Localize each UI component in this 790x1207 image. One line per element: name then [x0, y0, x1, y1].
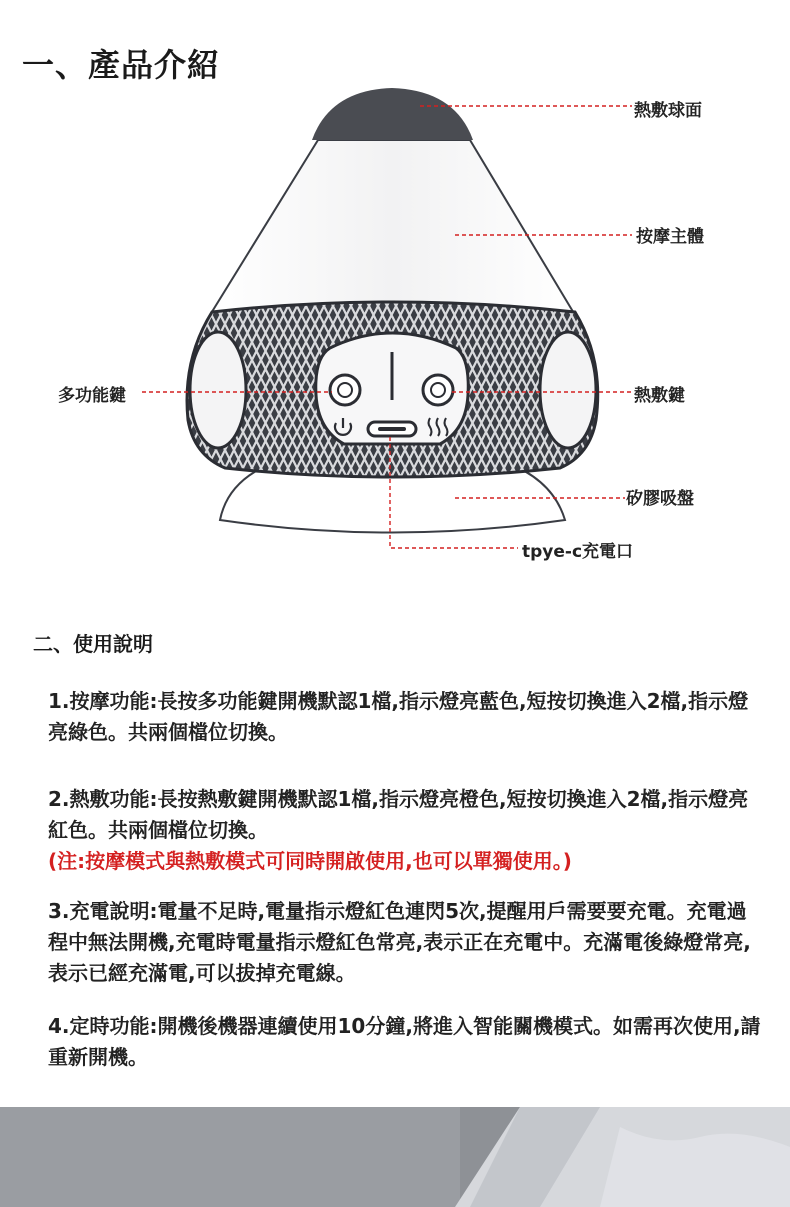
callout-hot-ball: 熱敷球面 — [634, 101, 702, 121]
instruction-note: (注:按摩模式與熱敷模式可同時開啟使用,也可以單獨使用。) — [48, 849, 572, 873]
instruction-charging — [48, 896, 763, 989]
multi-function-key — [330, 375, 360, 405]
callout-heat-key: 熱敷鍵 — [634, 386, 685, 406]
side-pad-right — [540, 332, 596, 448]
bottom-photo-strip — [0, 1107, 790, 1207]
instruction-text: 4.定時功能:開機後機器連續使用10分鐘,將進入智能關機模式。如需再次使用,請重新開機。 — [48, 1014, 761, 1069]
instruction-massage — [48, 686, 763, 748]
side-pad-left — [190, 332, 246, 448]
callout-suction-cup: 矽膠吸盤 — [626, 489, 694, 509]
product-diagram — [0, 0, 790, 600]
instruction-text: 2.熱敷功能:長按熱敷鍵開機默認1檔,指示燈亮橙色,短按切換進入2檔,指示燈亮紅色。共兩個檔位切換。 — [48, 787, 749, 842]
heat-ball-surface — [312, 88, 473, 140]
callout-main-body: 按摩主體 — [636, 227, 704, 247]
callout-multi-key: 多功能鍵 — [58, 386, 126, 406]
massage-main-body — [210, 140, 575, 315]
instruction-text: 3.充電說明:電量不足時,電量指示燈紅色連閃5次,提醒用戶需要要充電。充電過程中無法開機,充電時電量指示燈紅色常亮,表示正在充電中。充滿電後綠燈常亮,表示已經充滿電,可以拔掉充電線。 — [48, 899, 751, 985]
section-2-title: 二、使用說明 — [33, 632, 153, 656]
instruction-text: 1.按摩功能:長按多功能鍵開機默認1檔,指示燈亮藍色,短按切換進入2檔,指示燈亮綠色。共兩個檔位切換。 — [48, 689, 749, 744]
heat-key — [423, 375, 453, 405]
section-1-title: 一、產品介紹 — [22, 46, 221, 84]
instruction-timer — [48, 1011, 763, 1073]
callout-charge-port: tpye-c充電口 — [522, 542, 634, 562]
instruction-heat — [48, 784, 763, 877]
